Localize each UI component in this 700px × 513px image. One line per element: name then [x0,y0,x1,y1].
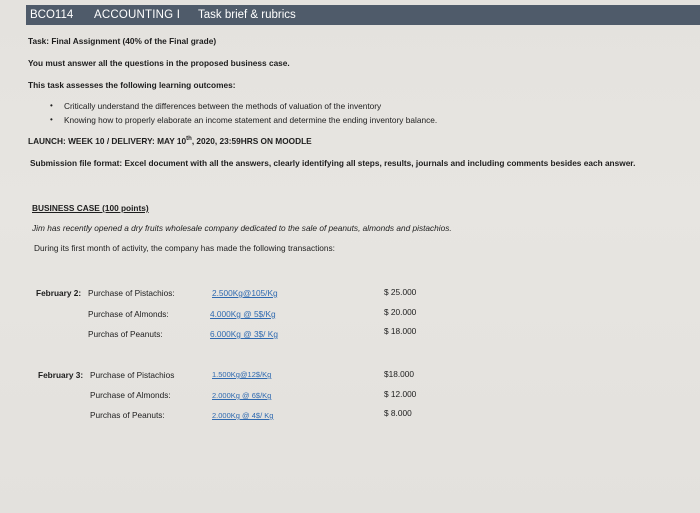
transaction-detail: 2.000Kg @ 6$/Kg [212,391,272,400]
date-feb-2: February 2: [36,288,82,298]
transaction-label: Purchas of Peanuts: [88,329,163,339]
assesses-heading: This task assesses the following learning outcomes: [28,80,236,90]
transaction-detail: 6.000Kg @ 3$/ Kg [210,329,278,339]
transaction-label: Purchas of Peanuts: [90,410,165,420]
transaction-amount: $ 25.000 [384,287,417,297]
transaction-label: Purchase of Pistachios [90,370,175,380]
transaction-amount: $ 8.000 [384,408,412,418]
course-subject: ACCOUNTING I [94,9,181,21]
bullet-icon: • [50,115,53,124]
transaction-label: Purchase of Almonds: [88,309,169,319]
transaction-detail: 2.000Kg @ 4$/ Kg [212,411,274,420]
task-title: Task: Final Assignment (40% of the Final grade) [28,36,217,46]
course-code: BCO114 [30,9,74,21]
header-bar [26,5,700,25]
case-paragraph-2: During its first month of activity, the company has made the following transactions: [34,243,335,253]
transaction-label: Purchase of Almonds: [90,390,171,400]
transaction-amount: $ 18.000 [384,326,417,336]
date-feb-3: February 3: [38,370,84,380]
must-answer: You must answer all the questions in the proposed business case. [28,58,290,68]
submission-format: Submission file format: Excel document with all the answers, clearly identifying all steps, results, journals and including comments besides each answer. [30,158,636,168]
case-paragraph-1: Jim has recently opened a dry fruits wholesale company dedicated to the sale of peanuts, almonds and pistachios. [32,223,452,233]
launch-line: LAUNCH: WEEK 10 / DELIVERY: MAY 10th, 2020, 23:59HRS ON MOODLE [28,136,312,146]
bullet-icon: • [50,101,53,110]
transaction-amount: $ 12.000 [384,389,417,399]
doc-title: Task brief & rubrics [198,9,296,21]
outcome-1: Critically understand the differences between the methods of valuation of the inventory [64,101,382,111]
transaction-amount: $18.000 [384,369,414,379]
outcome-2: Knowing how to properly elaborate an income statement and determine the ending inventory balance. [64,115,438,125]
transaction-detail: 2.500Kg@105/Kg [212,288,278,298]
transaction-amount: $ 20.000 [384,307,417,317]
case-title: BUSINESS CASE (100 points) [32,203,149,213]
transaction-detail: 4.000Kg @ 5$/Kg [210,309,276,319]
transaction-detail: 1.500Kg@12$/Kg [212,370,272,379]
transaction-label: Purchase of Pistachios: [88,288,175,298]
